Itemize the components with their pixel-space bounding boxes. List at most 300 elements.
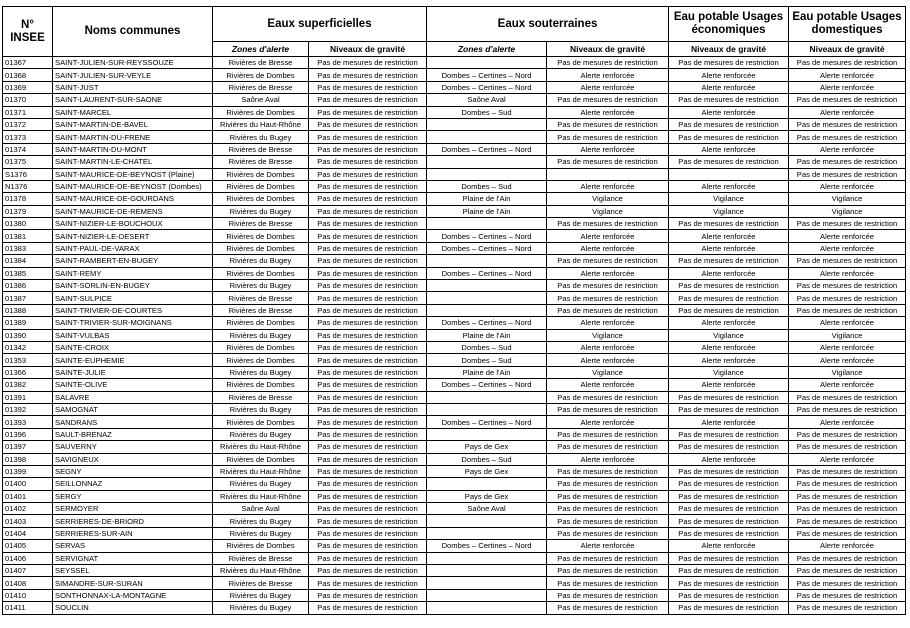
sou-zone-cell: [427, 218, 547, 230]
eco-niveau-cell: Alerte renforcée: [669, 341, 789, 353]
table-row: [3, 552, 906, 564]
table-row: [3, 292, 906, 304]
header-eau-potable-economiques: Eau potable Usages économiques: [669, 7, 789, 42]
sou-niveau-cell: Vigilance: [547, 366, 669, 378]
insee-cell: 01367: [3, 57, 53, 69]
sup-niveau-cell: Pas de mesures de restriction: [309, 280, 427, 292]
sup-zone-cell: Rivières de Dombes: [213, 317, 309, 329]
eco-niveau-cell: Alerte renforcée: [669, 230, 789, 242]
sou-zone-cell: [427, 57, 547, 69]
dom-niveau-cell: Alerte renforcée: [789, 354, 906, 366]
sup-zone-cell: Rivières de Dombes: [213, 540, 309, 552]
sou-zone-cell: Dombes – Certines – Nord: [427, 267, 547, 279]
eco-niveau-cell: Alerte renforcée: [669, 453, 789, 465]
eco-niveau-cell: Vigilance: [669, 366, 789, 378]
table-row: [3, 577, 906, 589]
dom-niveau-cell: Pas de mesures de restriction: [789, 552, 906, 564]
sup-niveau-cell: Pas de mesures de restriction: [309, 242, 427, 254]
eco-niveau-cell: Alerte renforcée: [669, 267, 789, 279]
sou-zone-cell: Dombes – Certines – Nord: [427, 143, 547, 155]
commune-cell: SALAVRE: [53, 391, 213, 403]
sou-zone-cell: Dombes – Certines – Nord: [427, 540, 547, 552]
table-row: [3, 218, 906, 230]
dom-niveau-cell: Vigilance: [789, 193, 906, 205]
dom-niveau-cell: Pas de mesures de restriction: [789, 589, 906, 601]
eco-niveau-cell: Pas de mesures de restriction: [669, 527, 789, 539]
table-row: [3, 106, 906, 118]
restriction-table: [2, 6, 906, 615]
sup-zone-cell: Rivières du Haut-Rhône: [213, 441, 309, 453]
sup-niveau-cell: Pas de mesures de restriction: [309, 379, 427, 391]
sup-niveau-cell: Pas de mesures de restriction: [309, 441, 427, 453]
table-row: [3, 589, 906, 601]
sou-zone-cell: [427, 255, 547, 267]
table-row: [3, 453, 906, 465]
eco-niveau-cell: Pas de mesures de restriction: [669, 131, 789, 143]
dom-niveau-cell: Pas de mesures de restriction: [789, 503, 906, 515]
insee-cell: 01399: [3, 465, 53, 477]
sou-niveau-cell: Alerte renforcée: [547, 180, 669, 192]
sup-zone-cell: Rivières de Dombes: [213, 193, 309, 205]
table-row: [3, 403, 906, 415]
sou-zone-cell: Dombes – Sud: [427, 354, 547, 366]
commune-cell: SAULT-BRENAZ: [53, 428, 213, 440]
dom-niveau-cell: Pas de mesures de restriction: [789, 565, 906, 577]
header-commune: Noms communes: [53, 7, 213, 57]
dom-niveau-cell: Alerte renforcée: [789, 180, 906, 192]
header-eaux-souterraines: Eaux souterraines: [427, 7, 669, 42]
dom-niveau-cell: Pas de mesures de restriction: [789, 280, 906, 292]
sou-zone-cell: [427, 565, 547, 577]
sou-zone-cell: Dombes – Certines – Nord: [427, 230, 547, 242]
insee-cell: 01390: [3, 329, 53, 341]
sou-zone-cell: [427, 552, 547, 564]
sup-zone-cell: Rivières de Dombes: [213, 242, 309, 254]
sou-niveau-cell: Alerte renforcée: [547, 453, 669, 465]
sou-zone-cell: Pays de Gex: [427, 490, 547, 502]
insee-cell: 01375: [3, 156, 53, 168]
dom-niveau-cell: Pas de mesures de restriction: [789, 602, 906, 614]
eco-niveau-cell: Alerte renforcée: [669, 69, 789, 81]
commune-cell: SAINTE-JULIE: [53, 366, 213, 378]
sup-zone-cell: Rivières de Bresse: [213, 81, 309, 93]
table-row: [3, 527, 906, 539]
sup-zone-cell: Saône Aval: [213, 503, 309, 515]
sou-niveau-cell: Pas de mesures de restriction: [547, 292, 669, 304]
sup-niveau-cell: Pas de mesures de restriction: [309, 106, 427, 118]
subheader-dom-niveaux: Niveaux de gravité: [789, 42, 906, 57]
insee-cell: 01393: [3, 416, 53, 428]
commune-cell: SAVIGNEUX: [53, 453, 213, 465]
sup-zone-cell: Rivières de Dombes: [213, 453, 309, 465]
sou-niveau-cell: Pas de mesures de restriction: [547, 490, 669, 502]
insee-cell: 01389: [3, 317, 53, 329]
dom-niveau-cell: Pas de mesures de restriction: [789, 465, 906, 477]
sou-niveau-cell: Pas de mesures de restriction: [547, 565, 669, 577]
sou-niveau-cell: Alerte renforcée: [547, 230, 669, 242]
subheader-sou-zones: Zones d'alerte: [427, 42, 547, 57]
sou-niveau-cell: Vigilance: [547, 205, 669, 217]
subheader-sou-niveaux: Niveaux de gravité: [547, 42, 669, 57]
sup-niveau-cell: Pas de mesures de restriction: [309, 131, 427, 143]
table-row: [3, 490, 906, 502]
commune-cell: SERRIERES-SUR-AIN: [53, 527, 213, 539]
sou-zone-cell: Saône Aval: [427, 503, 547, 515]
sup-zone-cell: Rivières du Bugey: [213, 478, 309, 490]
table-row: [3, 230, 906, 242]
commune-cell: SAINT-MAURICE-DE-REMENS: [53, 205, 213, 217]
sou-zone-cell: Dombes – Certines – Nord: [427, 242, 547, 254]
sup-zone-cell: Rivières de Dombes: [213, 230, 309, 242]
table-row: [3, 69, 906, 81]
sup-niveau-cell: Pas de mesures de restriction: [309, 540, 427, 552]
sou-niveau-cell: Pas de mesures de restriction: [547, 131, 669, 143]
sou-zone-cell: Dombes – Certines – Nord: [427, 317, 547, 329]
commune-cell: SAINT-MARTIN-LE-CHATEL: [53, 156, 213, 168]
sup-niveau-cell: Pas de mesures de restriction: [309, 292, 427, 304]
dom-niveau-cell: Pas de mesures de restriction: [789, 156, 906, 168]
sou-niveau-cell: Pas de mesures de restriction: [547, 304, 669, 316]
sup-niveau-cell: Pas de mesures de restriction: [309, 490, 427, 502]
sup-zone-cell: Rivières du Bugey: [213, 366, 309, 378]
table-row: [3, 118, 906, 130]
table-row: [3, 329, 906, 341]
sou-niveau-cell: Alerte renforcée: [547, 69, 669, 81]
table-header: [3, 7, 906, 57]
insee-cell: 01369: [3, 81, 53, 93]
table-row: [3, 205, 906, 217]
insee-cell: 01400: [3, 478, 53, 490]
insee-cell: 01410: [3, 589, 53, 601]
table-row: [3, 94, 906, 106]
insee-cell: 01392: [3, 403, 53, 415]
table-row: [3, 131, 906, 143]
sou-zone-cell: [427, 168, 547, 180]
eco-niveau-cell: Pas de mesures de restriction: [669, 478, 789, 490]
sup-zone-cell: Rivières du Bugey: [213, 205, 309, 217]
sou-niveau-cell: Pas de mesures de restriction: [547, 515, 669, 527]
sup-niveau-cell: Pas de mesures de restriction: [309, 515, 427, 527]
document-page: [2, 6, 905, 615]
dom-niveau-cell: Alerte renforcée: [789, 69, 906, 81]
sou-niveau-cell: Alerte renforcée: [547, 81, 669, 93]
sou-niveau-cell: Pas de mesures de restriction: [547, 428, 669, 440]
sup-niveau-cell: Pas de mesures de restriction: [309, 94, 427, 106]
insee-cell: 01407: [3, 565, 53, 577]
sup-zone-cell: Rivières du Haut-Rhône: [213, 565, 309, 577]
eco-niveau-cell: Pas de mesures de restriction: [669, 304, 789, 316]
commune-cell: SAUVERNY: [53, 441, 213, 453]
dom-niveau-cell: Pas de mesures de restriction: [789, 515, 906, 527]
commune-cell: SAINT-MAURICE-DE-GOURDANS: [53, 193, 213, 205]
table-row: [3, 478, 906, 490]
insee-cell: 01402: [3, 503, 53, 515]
insee-cell: 01406: [3, 552, 53, 564]
eco-niveau-cell: Pas de mesures de restriction: [669, 118, 789, 130]
sou-zone-cell: [427, 118, 547, 130]
dom-niveau-cell: Alerte renforcée: [789, 267, 906, 279]
sup-zone-cell: Rivières de Bresse: [213, 143, 309, 155]
dom-niveau-cell: Pas de mesures de restriction: [789, 490, 906, 502]
sou-niveau-cell: [547, 168, 669, 180]
commune-cell: SERVIGNAT: [53, 552, 213, 564]
commune-cell: SAINT-RAMBERT-EN-BUGEY: [53, 255, 213, 267]
sup-zone-cell: Rivières de Dombes: [213, 168, 309, 180]
sou-niveau-cell: Pas de mesures de restriction: [547, 403, 669, 415]
commune-cell: SAINT-JULIEN-SUR-VEYLE: [53, 69, 213, 81]
commune-cell: SERMOYER: [53, 503, 213, 515]
sou-niveau-cell: Pas de mesures de restriction: [547, 156, 669, 168]
sup-zone-cell: Rivières du Bugey: [213, 403, 309, 415]
sup-niveau-cell: Pas de mesures de restriction: [309, 366, 427, 378]
commune-cell: SONTHONNAX-LA-MONTAGNE: [53, 589, 213, 601]
table-row: [3, 602, 906, 614]
sup-zone-cell: Saône Aval: [213, 94, 309, 106]
sup-niveau-cell: Pas de mesures de restriction: [309, 193, 427, 205]
insee-cell: 01411: [3, 602, 53, 614]
dom-niveau-cell: Alerte renforcée: [789, 416, 906, 428]
sup-niveau-cell: Pas de mesures de restriction: [309, 453, 427, 465]
sup-niveau-cell: Pas de mesures de restriction: [309, 478, 427, 490]
sou-niveau-cell: Vigilance: [547, 329, 669, 341]
sup-zone-cell: Rivières du Bugey: [213, 280, 309, 292]
sou-niveau-cell: Pas de mesures de restriction: [547, 465, 669, 477]
sou-zone-cell: Dombes – Certines – Nord: [427, 81, 547, 93]
commune-cell: SERGY: [53, 490, 213, 502]
subheader-eco-niveaux: Niveaux de gravité: [669, 42, 789, 57]
dom-niveau-cell: Alerte renforcée: [789, 540, 906, 552]
sou-niveau-cell: Pas de mesures de restriction: [547, 57, 669, 69]
table-body: [3, 57, 906, 615]
sup-zone-cell: Rivières de Dombes: [213, 106, 309, 118]
sou-niveau-cell: Pas de mesures de restriction: [547, 118, 669, 130]
dom-niveau-cell: Pas de mesures de restriction: [789, 403, 906, 415]
sou-niveau-cell: Pas de mesures de restriction: [547, 255, 669, 267]
sup-zone-cell: Rivières de Dombes: [213, 69, 309, 81]
commune-cell: SIMANDRE-SUR-SURAN: [53, 577, 213, 589]
sou-niveau-cell: Alerte renforcée: [547, 416, 669, 428]
eco-niveau-cell: Pas de mesures de restriction: [669, 515, 789, 527]
eco-niveau-cell: Alerte renforcée: [669, 143, 789, 155]
commune-cell: SEYSSEL: [53, 565, 213, 577]
insee-cell: 01401: [3, 490, 53, 502]
sou-niveau-cell: Alerte renforcée: [547, 143, 669, 155]
sup-zone-cell: Rivières du Bugey: [213, 515, 309, 527]
dom-niveau-cell: Pas de mesures de restriction: [789, 118, 906, 130]
dom-niveau-cell: Alerte renforcée: [789, 143, 906, 155]
sou-niveau-cell: Alerte renforcée: [547, 106, 669, 118]
dom-niveau-cell: Pas de mesures de restriction: [789, 168, 906, 180]
commune-cell: SAINTE-CROIX: [53, 341, 213, 353]
insee-cell: 01384: [3, 255, 53, 267]
insee-cell: 01342: [3, 341, 53, 353]
commune-cell: SAMOGNAT: [53, 403, 213, 415]
table-row: [3, 441, 906, 453]
sup-niveau-cell: Pas de mesures de restriction: [309, 428, 427, 440]
insee-cell: 01385: [3, 267, 53, 279]
commune-cell: SAINT-LAURENT-SUR-SAONE: [53, 94, 213, 106]
table-row: [3, 81, 906, 93]
sou-zone-cell: Dombes – Certines – Nord: [427, 379, 547, 391]
commune-cell: SAINT-JULIEN-SUR-REYSSOUZE: [53, 57, 213, 69]
sou-niveau-cell: Pas de mesures de restriction: [547, 527, 669, 539]
sou-niveau-cell: Alerte renforcée: [547, 341, 669, 353]
dom-niveau-cell: Pas de mesures de restriction: [789, 428, 906, 440]
sou-niveau-cell: Pas de mesures de restriction: [547, 478, 669, 490]
sup-niveau-cell: Pas de mesures de restriction: [309, 218, 427, 230]
sou-niveau-cell: Alerte renforcée: [547, 379, 669, 391]
dom-niveau-cell: Alerte renforcée: [789, 230, 906, 242]
eco-niveau-cell: Pas de mesures de restriction: [669, 503, 789, 515]
sou-zone-cell: Dombes – Certines – Nord: [427, 69, 547, 81]
eco-niveau-cell: Pas de mesures de restriction: [669, 428, 789, 440]
sou-zone-cell: Pays de Gex: [427, 465, 547, 477]
dom-niveau-cell: Alerte renforcée: [789, 379, 906, 391]
sou-zone-cell: Plaine de l'Ain: [427, 193, 547, 205]
insee-cell: 01371: [3, 106, 53, 118]
commune-cell: SANDRANS: [53, 416, 213, 428]
insee-cell: 01372: [3, 118, 53, 130]
sup-zone-cell: Rivières de Bresse: [213, 304, 309, 316]
sup-zone-cell: Rivières de Bresse: [213, 57, 309, 69]
table-row: [3, 366, 906, 378]
dom-niveau-cell: Pas de mesures de restriction: [789, 441, 906, 453]
table-row: [3, 379, 906, 391]
commune-cell: SOUCLIN: [53, 602, 213, 614]
sup-zone-cell: Rivières du Bugey: [213, 255, 309, 267]
table-row: [3, 242, 906, 254]
sup-niveau-cell: Pas de mesures de restriction: [309, 230, 427, 242]
commune-cell: SAINT-JUST: [53, 81, 213, 93]
sou-niveau-cell: Pas de mesures de restriction: [547, 280, 669, 292]
sou-zone-cell: [427, 391, 547, 403]
insee-cell: 01382: [3, 379, 53, 391]
sup-niveau-cell: Pas de mesures de restriction: [309, 341, 427, 353]
eco-niveau-cell: Pas de mesures de restriction: [669, 577, 789, 589]
insee-cell: 01408: [3, 577, 53, 589]
commune-cell: SAINT-MARTIN-DU-MONT: [53, 143, 213, 155]
sou-zone-cell: Dombes – Sud: [427, 180, 547, 192]
commune-cell: SEILLONNAZ: [53, 478, 213, 490]
sou-niveau-cell: Vigilance: [547, 193, 669, 205]
sou-niveau-cell: Alerte renforcée: [547, 540, 669, 552]
table-row: [3, 57, 906, 69]
commune-cell: SAINT-NIZIER-LE-BOUCHOUX: [53, 218, 213, 230]
sup-zone-cell: Rivières de Dombes: [213, 341, 309, 353]
insee-cell: 01405: [3, 540, 53, 552]
table-row: [3, 515, 906, 527]
table-row: [3, 193, 906, 205]
dom-niveau-cell: Pas de mesures de restriction: [789, 391, 906, 403]
sup-niveau-cell: Pas de mesures de restriction: [309, 255, 427, 267]
eco-niveau-cell: Alerte renforcée: [669, 416, 789, 428]
sou-niveau-cell: Alerte renforcée: [547, 267, 669, 279]
table-row: [3, 341, 906, 353]
eco-niveau-cell: Pas de mesures de restriction: [669, 255, 789, 267]
commune-cell: SAINT-MARCEL: [53, 106, 213, 118]
sup-zone-cell: Rivières de Bresse: [213, 577, 309, 589]
eco-niveau-cell: Alerte renforcée: [669, 540, 789, 552]
eco-niveau-cell: Pas de mesures de restriction: [669, 589, 789, 601]
dom-niveau-cell: Vigilance: [789, 366, 906, 378]
table-row: [3, 465, 906, 477]
eco-niveau-cell: Pas de mesures de restriction: [669, 565, 789, 577]
sup-niveau-cell: Pas de mesures de restriction: [309, 267, 427, 279]
sup-zone-cell: Rivières de Bresse: [213, 156, 309, 168]
sou-zone-cell: Dombes – Sud: [427, 453, 547, 465]
eco-niveau-cell: Pas de mesures de restriction: [669, 441, 789, 453]
subheader-sup-niveaux: Niveaux de gravité: [309, 42, 427, 57]
commune-cell: SERRIERES-DE-BRIORD: [53, 515, 213, 527]
insee-cell: 01388: [3, 304, 53, 316]
dom-niveau-cell: Pas de mesures de restriction: [789, 292, 906, 304]
table-row: [3, 280, 906, 292]
insee-cell: S1376: [3, 168, 53, 180]
sup-niveau-cell: Pas de mesures de restriction: [309, 304, 427, 316]
header-eaux-superficielles: Eaux superficielles: [213, 7, 427, 42]
sou-niveau-cell: Pas de mesures de restriction: [547, 503, 669, 515]
eco-niveau-cell: Alerte renforcée: [669, 106, 789, 118]
table-row: [3, 317, 906, 329]
sou-niveau-cell: Pas de mesures de restriction: [547, 94, 669, 106]
dom-niveau-cell: Pas de mesures de restriction: [789, 255, 906, 267]
sup-zone-cell: Rivières de Bresse: [213, 552, 309, 564]
sup-zone-cell: Rivières de Bresse: [213, 391, 309, 403]
sou-zone-cell: Plaine de l'Ain: [427, 205, 547, 217]
table-row: [3, 255, 906, 267]
sou-niveau-cell: Pas de mesures de restriction: [547, 552, 669, 564]
insee-cell: 01366: [3, 366, 53, 378]
commune-cell: SAINT-NIZIER-LE-DESERT: [53, 230, 213, 242]
sou-zone-cell: [427, 527, 547, 539]
dom-niveau-cell: Pas de mesures de restriction: [789, 131, 906, 143]
sou-niveau-cell: Alerte renforcée: [547, 354, 669, 366]
insee-cell: 01398: [3, 453, 53, 465]
dom-niveau-cell: Alerte renforcée: [789, 341, 906, 353]
eco-niveau-cell: Pas de mesures de restriction: [669, 391, 789, 403]
sup-niveau-cell: Pas de mesures de restriction: [309, 602, 427, 614]
sou-zone-cell: [427, 304, 547, 316]
table-row: [3, 416, 906, 428]
sup-niveau-cell: Pas de mesures de restriction: [309, 416, 427, 428]
table-row: [3, 156, 906, 168]
sup-zone-cell: Rivières de Dombes: [213, 180, 309, 192]
commune-cell: SAINTE-EUPHEMIE: [53, 354, 213, 366]
sou-zone-cell: Plaine de l'Ain: [427, 329, 547, 341]
sup-zone-cell: Rivières du Haut-Rhône: [213, 490, 309, 502]
commune-cell: SAINTE-OLIVE: [53, 379, 213, 391]
eco-niveau-cell: Alerte renforcée: [669, 81, 789, 93]
sup-zone-cell: Rivières du Bugey: [213, 428, 309, 440]
sup-zone-cell: Rivières du Bugey: [213, 602, 309, 614]
dom-niveau-cell: Pas de mesures de restriction: [789, 94, 906, 106]
insee-cell: 01397: [3, 441, 53, 453]
header-insee: N° INSEE: [3, 7, 53, 57]
sou-niveau-cell: Alerte renforcée: [547, 242, 669, 254]
sup-zone-cell: Rivières du Bugey: [213, 131, 309, 143]
sup-zone-cell: Rivières de Dombes: [213, 379, 309, 391]
eco-niveau-cell: Pas de mesures de restriction: [669, 490, 789, 502]
insee-cell: 01378: [3, 193, 53, 205]
sup-niveau-cell: Pas de mesures de restriction: [309, 180, 427, 192]
sup-niveau-cell: Pas de mesures de restriction: [309, 552, 427, 564]
table-row: [3, 168, 906, 180]
eco-niveau-cell: Alerte renforcée: [669, 242, 789, 254]
eco-niveau-cell: Vigilance: [669, 205, 789, 217]
insee-cell: 01403: [3, 515, 53, 527]
sup-zone-cell: Rivières du Bugey: [213, 527, 309, 539]
insee-cell: 01383: [3, 242, 53, 254]
